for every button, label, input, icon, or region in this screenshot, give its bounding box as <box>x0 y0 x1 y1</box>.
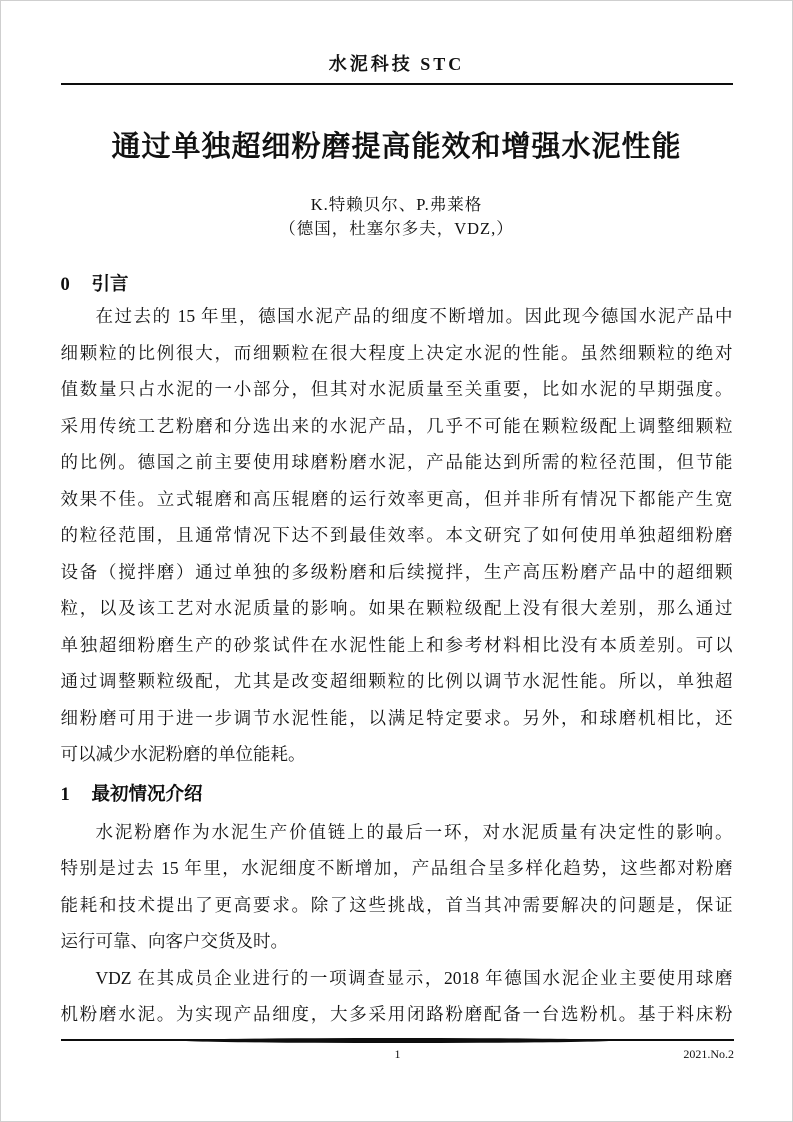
text-line: 效果不佳。立式辊磨和高压辊磨的运行效率更高，但并非所有情况下都能产生宽 <box>60 488 733 509</box>
paragraph <box>61 814 733 960</box>
section-number: 1 <box>60 784 70 805</box>
text-line: 采用传统工艺粉磨和分选出来的水泥产品，几乎不可能在颗粒级配上调整细颗粒 <box>60 415 733 436</box>
footer-row <box>61 1046 734 1062</box>
page-content <box>61 1 733 1033</box>
text-line: 在过去的 15 年里，德国水泥产品的细度不断增加。因此现今德国水泥产品中 <box>95 306 733 326</box>
text-line: 粒，以及该工艺对水泥质量的影响。如果在颗粒级配上没有很大差别，那么通过 <box>60 598 733 618</box>
section-title: 引言 <box>91 273 129 294</box>
text-line: 可以减少水泥粉磨的单位能耗。 <box>60 744 306 764</box>
text-line: 的比例。德国之前主要使用球磨粉磨水泥，产品能达到所需的粒径范围，但节能 <box>60 452 733 472</box>
text-line: 细颗粒的比例很大，而细颗粒在很大程度上决定水泥的性能。虽然细颗粒的绝对 <box>60 342 733 363</box>
authors-line: K.特赖贝尔、P.弗莱格 <box>310 195 483 214</box>
section-heading-1 <box>61 781 733 808</box>
text-line: 机粉磨水泥。为实现产品细度，大多采用闭路粉磨配备一台选粉机。基于料床粉 <box>60 1004 733 1024</box>
text-line: VDZ 在其成员企业进行的一项调查显示，2018 年德国水泥企业主要使用球磨 <box>95 967 733 988</box>
text-line: 运行可靠、向客户交货及时。 <box>60 931 288 951</box>
section-number: 0 <box>60 275 70 295</box>
paragraph <box>61 298 733 773</box>
text-line: 通过调整颗粒级配，尤其是改变超细颗粒的比例以调节水泥性能。所以，单独超 <box>60 671 733 691</box>
affiliation-line: （德国，杜塞尔多夫，VDZ,） <box>279 219 514 238</box>
page-footer <box>61 1039 734 1062</box>
journal-masthead: 水泥科技 STC <box>328 54 465 74</box>
section-heading-0 <box>61 271 733 298</box>
text-line: 水泥粉磨作为水泥生产价值链上的最后一环，对水泥质量有决定性的影响。 <box>95 821 733 842</box>
text-line: 单独超细粉磨生产的砂浆试件在水泥性能上和参考材料相比没有本质差别。可以 <box>60 634 733 655</box>
issue-label: 2021.No.2 <box>683 1047 734 1061</box>
article-title: 通过单独超细粉磨提高能效和增强水泥性能 <box>111 131 682 163</box>
text-line: 设备（搅拌磨）通过单独的多级粉磨和后续搅拌，生产高压粉磨产品中的超细颗 <box>60 561 733 582</box>
paragraph <box>61 960 733 1033</box>
section-title: 最初情况介绍 <box>91 782 203 804</box>
footer-rule <box>61 1039 734 1041</box>
text-line: 细粉磨可用于进一步调节水泥性能，以满足特定要求。另外，和球磨机相比，还 <box>60 707 733 728</box>
text-line: 值数量只占水泥的一小部分，但其对水泥质量至关重要，比如水泥的早期强度。 <box>60 379 733 399</box>
text-line: 的粒径范围，且通常情况下达不到最佳效率。本文研究了如何使用单独超细粉磨 <box>60 525 733 545</box>
masthead-rule <box>61 83 733 85</box>
text-line: 特别是过去 15 年里，水泥细度不断增加，产品组合呈多样化趋势，这些都对粉磨 <box>60 858 733 878</box>
text-line: 能耗和技术提出了更高要求。除了这些挑战，首当其冲需要解决的问题是，保证 <box>60 894 733 915</box>
page-number: 1 <box>394 1047 401 1061</box>
